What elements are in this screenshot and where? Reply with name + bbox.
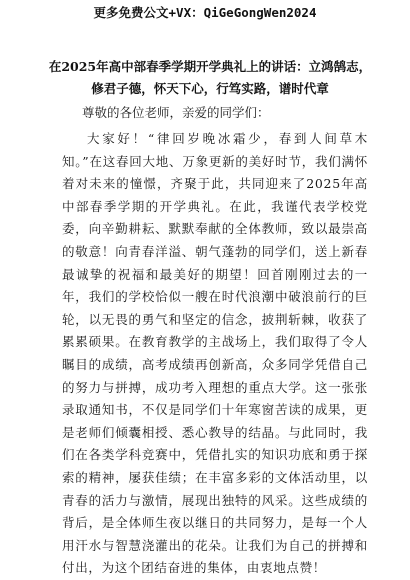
- document-title-line-1: 在2025年高中部春季学期开学典礼上的讲话：立鸿鹄志，: [48, 59, 372, 74]
- document-title-line-2: 修君子德，怀天下心，行笃实路，谱时代章: [91, 81, 329, 96]
- salutation: 尊敬的各位老师，亲爱的同学们：: [82, 105, 270, 120]
- body-paragraph: 大家好！“律回岁晚冰霜少，春到人间草木知。”在这春回大地、万象更新的美好时节，我们满怀着对未来的憧憬，齐聚于此，共同迎来了2025年高中部春季学期的开学典礼。在此，我谨代表学校党委，向辛勤耕耘、默默奉献的全体教师，致以最崇高的敬意！向青春洋溢、朝气蓬勃的同学们，送上新春最诚挚的祝福和最美好的期望！回首刚刚过去的一年，我们的学校恰似一艘在时代浪潮中破浪前行的巨轮，以无畏的勇气和坚定的信念，披荆斩棘，收获了累累硕果。在教育教学的主战场上，我们取得了令人瞩目的成绩，高考成绩再创新高，众多同学凭借自己的努力与拼搏，成功考入理想的重点大学。这一张张录取通知书，不仅是同学们十年寒窗苦读的成果，更是老师们倾囊相授、悉心教导的结晶。与此同时，我们在各类学科竞赛中，凭借扎实的知识功底和勇于探索的精神，屡获佳绩；在丰富多彩的文体活动里，以青春的活力与激情，展现出独特的风采。这些成绩的背后，是全体师生夜以继日的共同努力，是每一个人用汗水与智慧浇灌出的花朵。让我们为自己的拼搏和付出，为这个团结奋进的集体，由衷地点赞！: [62, 131, 368, 576]
- watermark-header: 更多免费公文+VX：QiGeGongWen2024: [93, 5, 317, 20]
